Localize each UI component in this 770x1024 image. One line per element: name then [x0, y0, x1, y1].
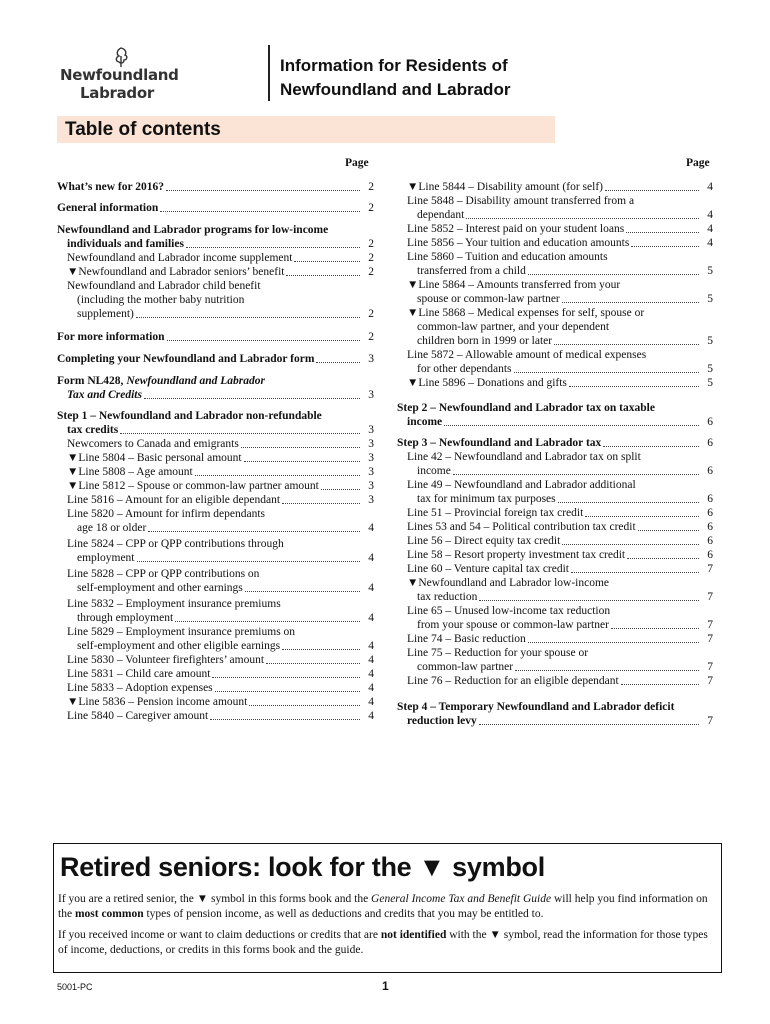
page-number: 1	[382, 979, 389, 993]
toc-page-number: 4	[368, 668, 374, 680]
toc-page-number: 4	[368, 582, 374, 594]
toc-entry	[417, 320, 609, 334]
toc-entry-text: ▼Line 5844 – Disability amount (for self)	[407, 181, 603, 193]
toc-entry	[407, 576, 609, 590]
toc-entry-text: ▼Newfoundland and Labrador seniors’ benefit	[67, 266, 285, 278]
toc-entry-text: Tax and Credits	[67, 389, 142, 401]
toc-page-number: 6	[707, 535, 713, 547]
toc-page-number: 3	[368, 480, 374, 492]
toc-entry	[77, 611, 374, 625]
toc-entry	[67, 667, 374, 681]
toc-page-number: 2	[368, 238, 374, 250]
dot-leader	[160, 202, 360, 212]
toc-entry-text: Line 5824 – CPP or QPP contributions through	[67, 538, 284, 550]
toc-entry-text: ▼Line 5836 – Pension income amount	[67, 696, 248, 708]
toc-entry	[67, 709, 374, 723]
toc-entry-text: Line 65 – Unused low-income tax reduction	[407, 605, 611, 617]
toc-heading: Table of contents	[65, 119, 221, 140]
header-divider	[268, 45, 270, 101]
toc-page-number: 3	[368, 438, 374, 450]
document-title	[280, 54, 580, 102]
toc-page-number: 6	[707, 521, 713, 533]
toc-entry-text: Line 58 – Resort property investment tax credit	[407, 549, 626, 561]
toc-entry-text: Line 5856 – Your tuition and education amounts	[407, 237, 630, 249]
p1-text-e: types of pension income, as well as deductions and credits that you may be entitled to.	[143, 908, 544, 920]
toc-entry	[407, 714, 713, 728]
logo-line1: Newfoundland	[60, 66, 179, 84]
dot-leader	[571, 563, 699, 573]
toc-entry-text: Newcomers to Canada and emigrants	[67, 438, 239, 450]
toc-page-number: 4	[368, 522, 374, 534]
dot-leader	[210, 710, 360, 720]
toc-entry-text: for other dependants	[417, 363, 512, 375]
toc-entry	[407, 180, 713, 194]
dot-leader	[626, 223, 699, 233]
toc-entry	[67, 265, 374, 279]
toc-entry-text: Line 60 – Venture capital tax credit	[407, 563, 570, 575]
toc-page-number: 6	[707, 465, 713, 477]
p2-text-c: with the ▼ symbol, read the information for those types of income, deductions, or credits in this forms book and the guide.	[58, 929, 708, 956]
toc-entry-text: General information	[57, 202, 159, 214]
toc-entry	[397, 401, 655, 415]
toc-entry	[77, 639, 374, 653]
toc-entry-text: Line 5852 – Interest paid on your student loans	[407, 223, 625, 235]
toc-entry-text: Line 5848 – Disability amount transferred from a	[407, 195, 635, 207]
toc-entry	[67, 479, 374, 493]
toc-entry	[57, 201, 374, 215]
page-column-header-left: Page	[345, 157, 369, 169]
retired-seniors-title: Retired seniors: look for the ▼ symbol	[60, 852, 545, 882]
dot-leader	[562, 535, 699, 545]
toc-entry-text: individuals and families	[67, 238, 184, 250]
dot-leader	[294, 252, 360, 262]
title-line2: Newfoundland and Labrador	[280, 80, 511, 99]
dot-leader	[569, 377, 699, 387]
toc-page-number: 7	[707, 661, 713, 673]
toc-page-number: 4	[707, 181, 713, 193]
dot-leader	[120, 424, 360, 434]
toc-page-number: 6	[707, 493, 713, 505]
toc-entry-text: Line 5828 – CPP or QPP contributions on	[67, 568, 260, 580]
toc-entry	[67, 423, 374, 437]
dot-leader	[479, 591, 699, 601]
toc-entry-text: ▼Line 5808 – Age amount	[67, 466, 193, 478]
toc-entry-text: self-employment and other earnings	[77, 582, 243, 594]
toc-entry-text: supplement)	[77, 308, 134, 320]
dot-leader	[249, 696, 360, 706]
toc-entry	[77, 293, 244, 307]
dot-leader	[166, 181, 360, 191]
toc-entry	[417, 208, 713, 222]
toc-page-number: 4	[368, 696, 374, 708]
toc-page-number: 3	[368, 389, 374, 401]
toc-entry-text: ▼Newfoundland and Labrador low-income	[407, 577, 610, 589]
toc-entry-text: reduction levy	[407, 715, 477, 727]
toc-page-number: 5	[707, 377, 713, 389]
toc-page-number: 6	[707, 416, 713, 428]
toc-entry	[397, 436, 713, 450]
toc-entry	[57, 223, 328, 237]
toc-entry	[77, 521, 374, 535]
dot-leader	[286, 266, 360, 276]
dot-leader	[466, 209, 699, 219]
dot-leader	[137, 552, 361, 562]
toc-page-number: 5	[707, 335, 713, 347]
toc-entry-text: Line 5820 – Amount for infirm dependants	[67, 508, 266, 520]
toc-entry	[57, 180, 374, 194]
dot-leader	[562, 293, 699, 303]
toc-entry	[407, 646, 588, 660]
p2-emphasis: not identified	[380, 929, 447, 941]
form-code: 5001-PC	[57, 982, 93, 992]
toc-page-number: 2	[368, 181, 374, 193]
toc-entry	[67, 597, 281, 611]
logo-line2: Labrador	[80, 84, 154, 102]
dot-leader	[282, 640, 360, 650]
toc-entry-text: tax for minimum tax purposes	[417, 493, 556, 505]
toc-page-number: 7	[707, 675, 713, 687]
dot-leader	[631, 237, 699, 247]
retired-paragraph-1	[58, 892, 713, 922]
toc-entry	[417, 464, 713, 478]
toc-page-number: 7	[707, 715, 713, 727]
toc-entry	[407, 604, 610, 618]
toc-page-number: 2	[368, 252, 374, 264]
toc-entry-text: Line 5872 – Allowable amount of medical expenses	[407, 349, 647, 361]
dot-leader	[136, 308, 360, 318]
toc-page-number: 3	[368, 466, 374, 478]
toc-entry-text: common-law partner	[417, 661, 514, 673]
toc-entry-text: Line 75 – Reduction for your spouse or	[407, 647, 589, 659]
toc-entry-text: Line 76 – Reduction for an eligible dependant	[407, 675, 619, 687]
toc-page-number: 2	[368, 331, 374, 343]
dot-leader	[515, 661, 699, 671]
dot-leader	[195, 466, 360, 476]
toc-entry	[407, 478, 636, 492]
toc-entry-text: tax credits	[67, 424, 119, 436]
dot-leader	[453, 465, 699, 475]
toc-entry-text: Line 5832 – Employment insurance premiums	[67, 598, 281, 610]
toc-entry-text: (including the mother baby nutrition	[77, 294, 245, 306]
p1-text-a: If you are a retired senior, the ▼ symbol in this forms book and the	[58, 893, 372, 905]
dot-leader	[186, 238, 360, 248]
toc-page-number: 5	[707, 265, 713, 277]
toc-entry-text: Step 2 – Newfoundland and Labrador tax on taxable	[397, 402, 655, 414]
toc-entry-italic-text: Newfoundland and Labrador	[126, 375, 265, 387]
toc-page-number: 4	[707, 223, 713, 235]
toc-entry	[77, 307, 374, 321]
toc-entry-text: through employment	[77, 612, 174, 624]
p1-text-c: will help you find information on the	[58, 893, 708, 920]
toc-entry-text: Newfoundland and Labrador income supplement	[67, 252, 293, 264]
toc-entry	[57, 374, 265, 388]
toc-entry-text: For more information	[57, 331, 165, 343]
toc-heading-bar	[57, 116, 555, 143]
toc-entry-text: Lines 53 and 54 – Political contribution tax credit	[407, 521, 636, 533]
toc-page-number: 5	[707, 363, 713, 375]
p2-text-a: If you received income or want to claim deductions or credits that are	[58, 929, 381, 941]
guide-title: General Income Tax and Benefit Guide	[371, 893, 552, 905]
newfoundland-labrador-logo	[60, 46, 179, 102]
pitcher-plant-icon	[110, 46, 132, 68]
toc-page-number: 2	[368, 266, 374, 278]
toc-entry	[407, 348, 646, 362]
toc-entry	[77, 581, 374, 595]
toc-entry-text: self-employment and other eligible earnings	[77, 640, 281, 652]
toc-entry	[407, 562, 713, 576]
toc-entry	[67, 653, 374, 667]
toc-entry-text: ▼Line 5812 – Spouse or common-law partner amount	[67, 480, 319, 492]
toc-entry	[67, 237, 374, 251]
retired-seniors-box	[53, 843, 722, 973]
dot-leader	[148, 522, 360, 532]
toc-page-number: 4	[368, 654, 374, 666]
toc-entry-text: ▼Line 5896 – Donations and gifts	[407, 377, 567, 389]
toc-page-number: 4	[707, 209, 713, 221]
toc-entry-text: Line 5840 – Caregiver amount	[67, 710, 209, 722]
dot-leader	[627, 549, 699, 559]
toc-entry	[397, 700, 674, 714]
dot-leader	[144, 389, 360, 399]
toc-page-number: 4	[368, 552, 374, 564]
toc-entry	[57, 330, 374, 344]
dot-leader	[603, 437, 699, 447]
toc-page-number: 7	[707, 591, 713, 603]
toc-entry-text: Step 4 – Temporary Newfoundland and Labrador deficit	[397, 701, 675, 713]
toc-entry	[67, 681, 374, 695]
toc-entry	[407, 506, 713, 520]
dot-leader	[528, 265, 699, 275]
toc-entry-text: ▼Line 5804 – Basic personal amount	[67, 452, 242, 464]
toc-entry-text: Line 49 – Newfoundland and Labrador additional	[407, 479, 636, 491]
toc-entry	[417, 660, 713, 674]
toc-page-number: 4	[707, 237, 713, 249]
toc-entry	[407, 194, 634, 208]
toc-entry	[407, 534, 713, 548]
dot-leader	[215, 682, 360, 692]
dot-leader	[282, 494, 360, 504]
page-column-header-right: Page	[686, 157, 710, 169]
toc-entry	[417, 362, 713, 376]
toc-entry-text: income	[407, 416, 443, 428]
toc-entry-text: ▼Line 5864 – Amounts transferred from your	[407, 279, 621, 291]
toc-entry	[57, 409, 322, 423]
dot-leader	[245, 582, 360, 592]
toc-page-number: 2	[368, 202, 374, 214]
dot-leader	[266, 654, 360, 664]
toc-entry	[417, 334, 713, 348]
toc-entry-text: Step 3 – Newfoundland and Labrador tax	[397, 437, 602, 449]
toc-page-number: 4	[368, 640, 374, 652]
toc-entry	[407, 306, 644, 320]
toc-entry-text: Line 74 – Basic reduction	[407, 633, 526, 645]
toc-entry-text: What’s new for 2016?	[57, 181, 165, 193]
toc-entry	[67, 695, 374, 709]
toc-entry-text: Line 42 – Newfoundland and Labrador tax on split	[407, 451, 641, 463]
dot-leader	[514, 363, 699, 373]
toc-entry	[407, 548, 713, 562]
toc-page-number: 7	[707, 619, 713, 631]
dot-leader	[167, 331, 360, 341]
dot-leader	[175, 612, 360, 622]
toc-page-number: 3	[368, 353, 374, 365]
toc-page-number: 6	[707, 437, 713, 449]
toc-entry-text: Line 5860 – Tuition and education amounts	[407, 251, 608, 263]
toc-entry-text: Completing your Newfoundland and Labrador form	[57, 353, 315, 365]
toc-entry-text: from your spouse or common-law partner	[417, 619, 609, 631]
toc-page-number: 6	[707, 549, 713, 561]
retired-paragraph-2	[58, 928, 713, 958]
toc-entry-text: Line 5831 – Child care amount	[67, 668, 211, 680]
dot-leader	[638, 521, 699, 531]
toc-entry	[77, 551, 374, 565]
toc-entry	[407, 520, 713, 534]
toc-entry-text: income	[417, 465, 451, 477]
p1-emphasis: most common	[74, 908, 144, 920]
toc-entry-text: Line 5816 – Amount for an eligible dependant	[67, 494, 281, 506]
dot-leader	[479, 715, 699, 725]
toc-entry	[407, 376, 713, 390]
toc-entry-text: ▼Line 5868 – Medical expenses for self, spouse or	[407, 307, 645, 319]
toc-entry-text: employment	[77, 552, 135, 564]
toc-page-number: 3	[368, 494, 374, 506]
toc-entry-text: common-law partner, and your dependent	[417, 321, 610, 333]
dot-leader	[585, 507, 699, 517]
toc-page-number: 4	[368, 612, 374, 624]
toc-page-number: 7	[707, 633, 713, 645]
toc-entry-text: Form NL428, Newfoundland and Labrador	[57, 375, 265, 387]
dot-leader	[444, 416, 699, 426]
toc-entry	[417, 590, 713, 604]
toc-entry	[57, 352, 374, 366]
dot-leader	[212, 668, 360, 678]
dot-leader	[558, 493, 699, 503]
toc-entry	[407, 236, 713, 250]
toc-entry	[417, 292, 713, 306]
toc-entry-text: Line 5830 – Volunteer firefighters’ amount	[67, 654, 265, 666]
toc-entry	[67, 537, 284, 551]
toc-entry	[417, 618, 713, 632]
toc-page-number: 3	[368, 452, 374, 464]
dot-leader	[621, 675, 699, 685]
toc-entry-text: spouse or common-law partner	[417, 293, 560, 305]
toc-entry-text: Line 51 – Provincial foreign tax credit	[407, 507, 584, 519]
toc-page-number: 4	[368, 682, 374, 694]
title-line1: Information for Residents of	[280, 56, 508, 75]
toc-entry	[67, 451, 374, 465]
dot-leader	[528, 633, 699, 643]
toc-page-number: 7	[707, 563, 713, 575]
toc-entry	[67, 437, 374, 451]
toc-entry-text: dependant	[417, 209, 465, 221]
dot-leader	[244, 452, 360, 462]
toc-entry	[407, 415, 713, 429]
toc-entry	[67, 567, 259, 581]
toc-page-number: 4	[368, 710, 374, 722]
toc-entry-text: age 18 or older	[77, 522, 147, 534]
toc-entry	[67, 388, 374, 402]
toc-entry	[417, 264, 713, 278]
toc-entry-text: Line 56 – Direct equity tax credit	[407, 535, 561, 547]
toc-entry	[407, 222, 713, 236]
toc-entry-text: tax reduction	[417, 591, 478, 603]
toc-entry-text: Line 5829 – Employment insurance premiums on	[67, 626, 296, 638]
toc-entry-text: Newfoundland and Labrador programs for low-income	[57, 224, 329, 236]
toc-page-number: 3	[368, 424, 374, 436]
toc-page-number: 6	[707, 507, 713, 519]
dot-leader	[321, 480, 360, 490]
toc-entry	[417, 492, 713, 506]
toc-entry	[67, 625, 295, 639]
toc-entry-text: Step 1 – Newfoundland and Labrador non-refundable	[57, 410, 322, 422]
dot-leader	[316, 353, 360, 363]
dot-leader	[605, 181, 699, 191]
toc-entry	[67, 251, 374, 265]
toc-entry	[407, 450, 641, 464]
toc-entry	[67, 493, 374, 507]
toc-entry	[67, 279, 261, 293]
toc-page-number: 2	[368, 308, 374, 320]
toc-entry	[407, 632, 713, 646]
toc-entry	[407, 250, 608, 264]
toc-entry	[407, 278, 620, 292]
toc-entry-text: Newfoundland and Labrador child benefit	[67, 280, 261, 292]
toc-page-number: 5	[707, 293, 713, 305]
toc-entry-text: children born in 1999 or later	[417, 335, 553, 347]
toc-entry-text: transferred from a child	[417, 265, 526, 277]
toc-entry	[67, 465, 374, 479]
toc-entry	[67, 507, 265, 521]
dot-leader	[611, 619, 699, 629]
dot-leader	[241, 438, 360, 448]
dot-leader	[554, 335, 699, 345]
toc-entry	[407, 674, 713, 688]
toc-entry-text: Line 5833 – Adoption expenses	[67, 682, 213, 694]
